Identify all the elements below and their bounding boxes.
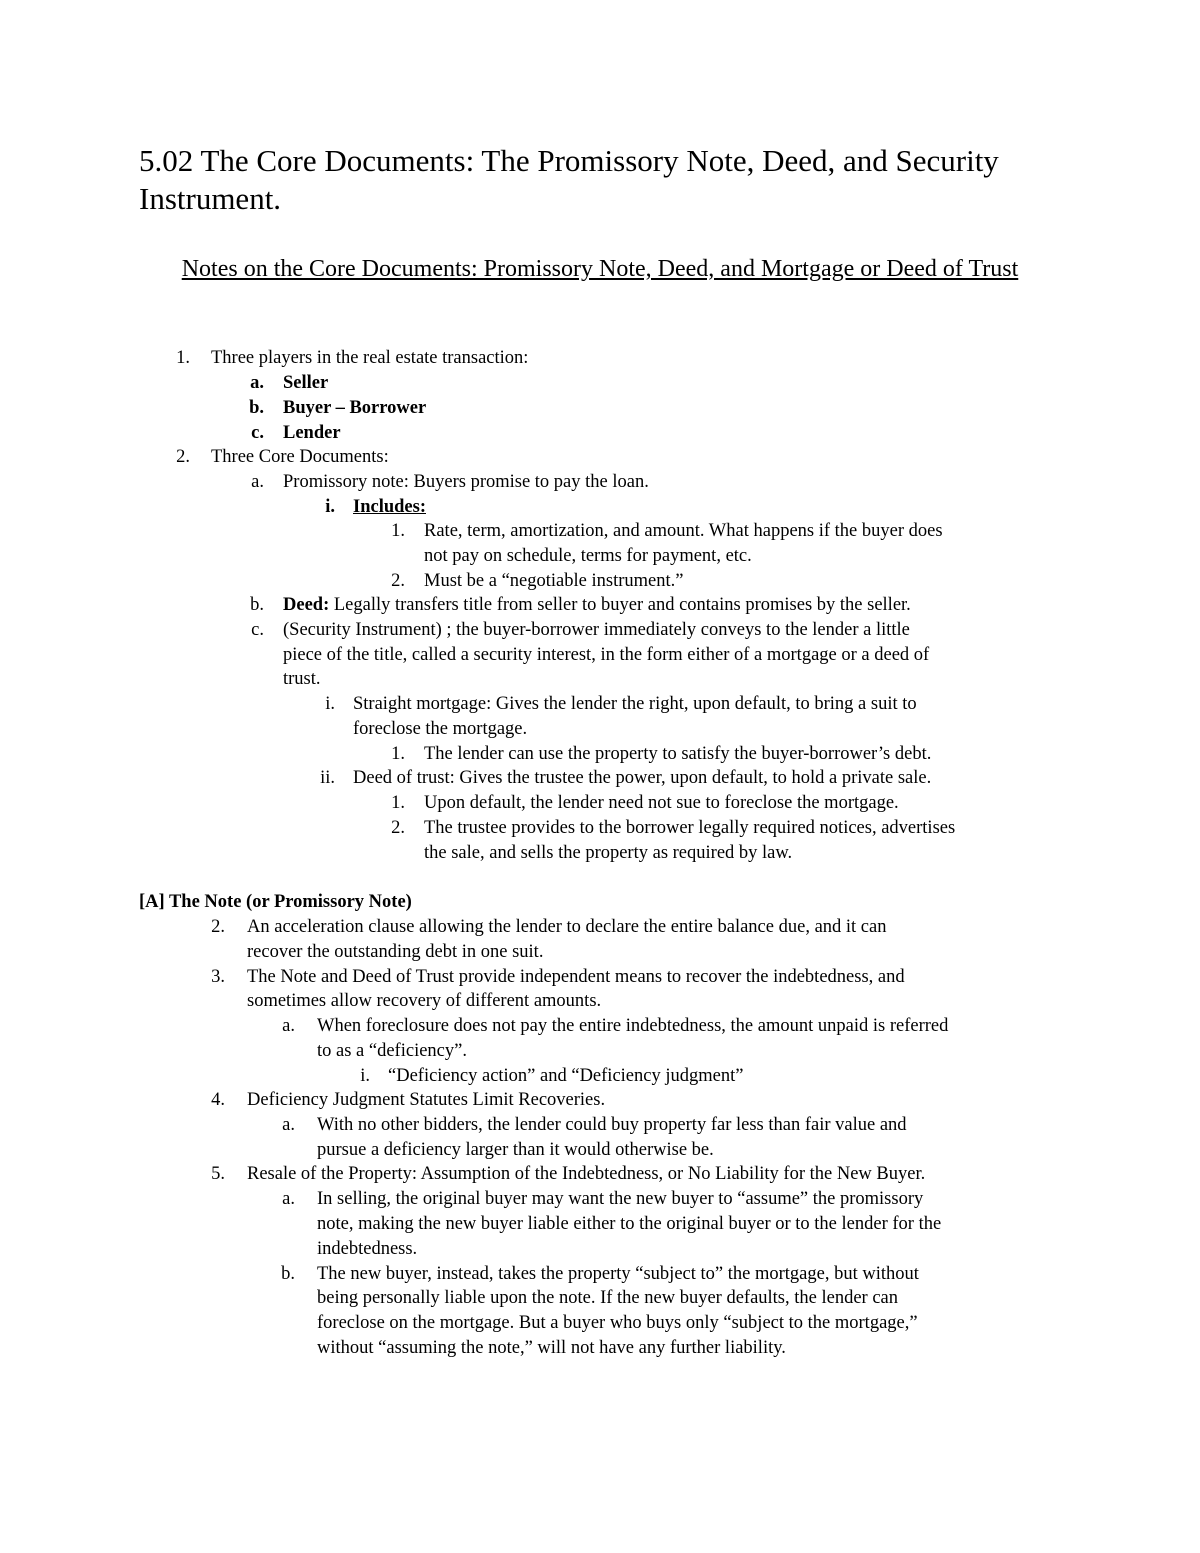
list-item-text: Resale of the Property: Assumption of the Indebtedness, or No Liability for the New Buyer. [247, 1164, 926, 1184]
list-marker: a. [251, 472, 264, 492]
list-marker: 2. [176, 447, 190, 467]
page-title: 5.02 The Core Documents: The Promissory Note, Deed, and Security Instrument. [139, 143, 999, 216]
list-item-text: The lender can use the property to satisfy the buyer-borrower’s debt. [424, 744, 932, 764]
page-subtitle: Notes on the Core Documents: Promissory Note, Deed, and Mortgage or Deed of Trust [181, 256, 1019, 282]
deed-term: Deed: [283, 595, 330, 615]
list-marker: 2. [391, 818, 405, 838]
list-item-text: Must be a “negotiable instrument.” [424, 571, 684, 591]
list-item-text: The trustee provides to the borrower legally required notices, advertises [424, 818, 956, 838]
list-marker: c. [251, 423, 264, 443]
list-item-text: An acceleration clause allowing the lender to declare the entire balance due, and it can [247, 917, 887, 937]
list-marker: a. [282, 1115, 295, 1135]
list-item-text: In selling, the original buyer may want the new buyer to “assume” the promissory [317, 1189, 924, 1209]
list-item-text: Includes: [353, 497, 426, 517]
list-marker: 4. [211, 1090, 225, 1110]
list-item-text: Straight mortgage: Gives the lender the right, upon default, to bring a suit to [353, 694, 917, 714]
section-heading: [A] The Note (or Promissory Note) [139, 892, 412, 912]
list-marker: a. [250, 373, 264, 393]
list-marker: 1. [391, 744, 405, 764]
list-item-text: Buyer – Borrower [283, 398, 427, 418]
list-marker: 3. [211, 967, 225, 987]
list-item-text: Rate, term, amortization, and amount. What happens if the buyer does [424, 521, 943, 541]
list-item-text: to as a “deficiency”. [317, 1041, 467, 1061]
list-item-text: Upon default, the lender need not sue to foreclose the mortgage. [424, 793, 899, 813]
list-item-text: (Security Instrument) ; the buyer-borrower immediately conveys to the lender a little [283, 620, 910, 640]
list-marker: 1. [391, 521, 405, 541]
list-marker: 5. [211, 1164, 225, 1184]
list-item-text: Seller [283, 373, 329, 393]
list-marker: 1. [391, 793, 405, 813]
deed-definition: Legally transfers title from seller to buyer and contains promises by the seller. [329, 595, 911, 615]
list-marker: 2. [211, 917, 225, 937]
list-marker: ii. [320, 768, 335, 788]
list-item-text: The Note and Deed of Trust provide independent means to recover the indebtedness, and [247, 967, 905, 987]
list-item-text: “Deficiency action” and “Deficiency judgment” [388, 1066, 744, 1086]
list-item-text: Deed of trust: Gives the trustee the power, upon default, to hold a private sale. [353, 768, 932, 788]
list-item-text: foreclose the mortgage. [353, 719, 528, 739]
list-item-text: The new buyer, instead, takes the property “subject to” the mortgage, but without [317, 1264, 919, 1284]
list-item-text: being personally liable upon the note. If the new buyer defaults, the lender can [317, 1288, 899, 1308]
list-item-text [283, 593, 911, 618]
list-item-text: not pay on schedule, terms for payment, etc. [424, 546, 752, 566]
list-marker: a. [282, 1016, 295, 1036]
list-marker: b. [250, 595, 264, 615]
list-item-text: Lender [283, 423, 341, 443]
list-marker: c. [251, 620, 264, 640]
list-marker: b. [249, 398, 264, 418]
list-marker: i. [360, 1066, 370, 1086]
list-item-text: Deficiency Judgment Statutes Limit Recoveries. [247, 1090, 606, 1110]
list-item-text: Three players in the real estate transaction: [211, 348, 529, 368]
list-item-text: Three Core Documents: [211, 447, 389, 467]
list-item-text: When foreclosure does not pay the entire indebtedness, the amount unpaid is referred [317, 1016, 949, 1036]
list-item-text: piece of the title, called a security interest, in the form either of a mortgage or a deed of [283, 645, 930, 665]
list-marker: i. [325, 497, 335, 517]
list-item-text: recover the outstanding debt in one suit. [247, 942, 544, 962]
list-marker: a. [282, 1189, 295, 1209]
list-item-text: trust. [283, 669, 321, 689]
list-item-text: note, making the new buyer liable either to the original buyer or to the lender for the [317, 1214, 942, 1234]
list-item-text: Promissory note: Buyers promise to pay the loan. [283, 472, 649, 492]
list-item-text: without “assuming the note,” will not have any further liability. [317, 1338, 786, 1358]
list-item-text: the sale, and sells the property as required by law. [424, 843, 793, 863]
list-item-text: indebtedness. [317, 1239, 418, 1259]
list-marker: 2. [391, 571, 405, 591]
list-marker: i. [325, 694, 335, 714]
list-item-text: foreclose on the mortgage. But a buyer who buys only “subject to the mortgage,” [317, 1313, 918, 1333]
list-marker: 1. [176, 348, 190, 368]
list-item-text: sometimes allow recovery of different amounts. [247, 991, 602, 1011]
list-item-text: With no other bidders, the lender could buy property far less than fair value and [317, 1115, 907, 1135]
list-marker: b. [281, 1264, 295, 1284]
list-item-text: pursue a deficiency larger than it would otherwise be. [317, 1140, 714, 1160]
